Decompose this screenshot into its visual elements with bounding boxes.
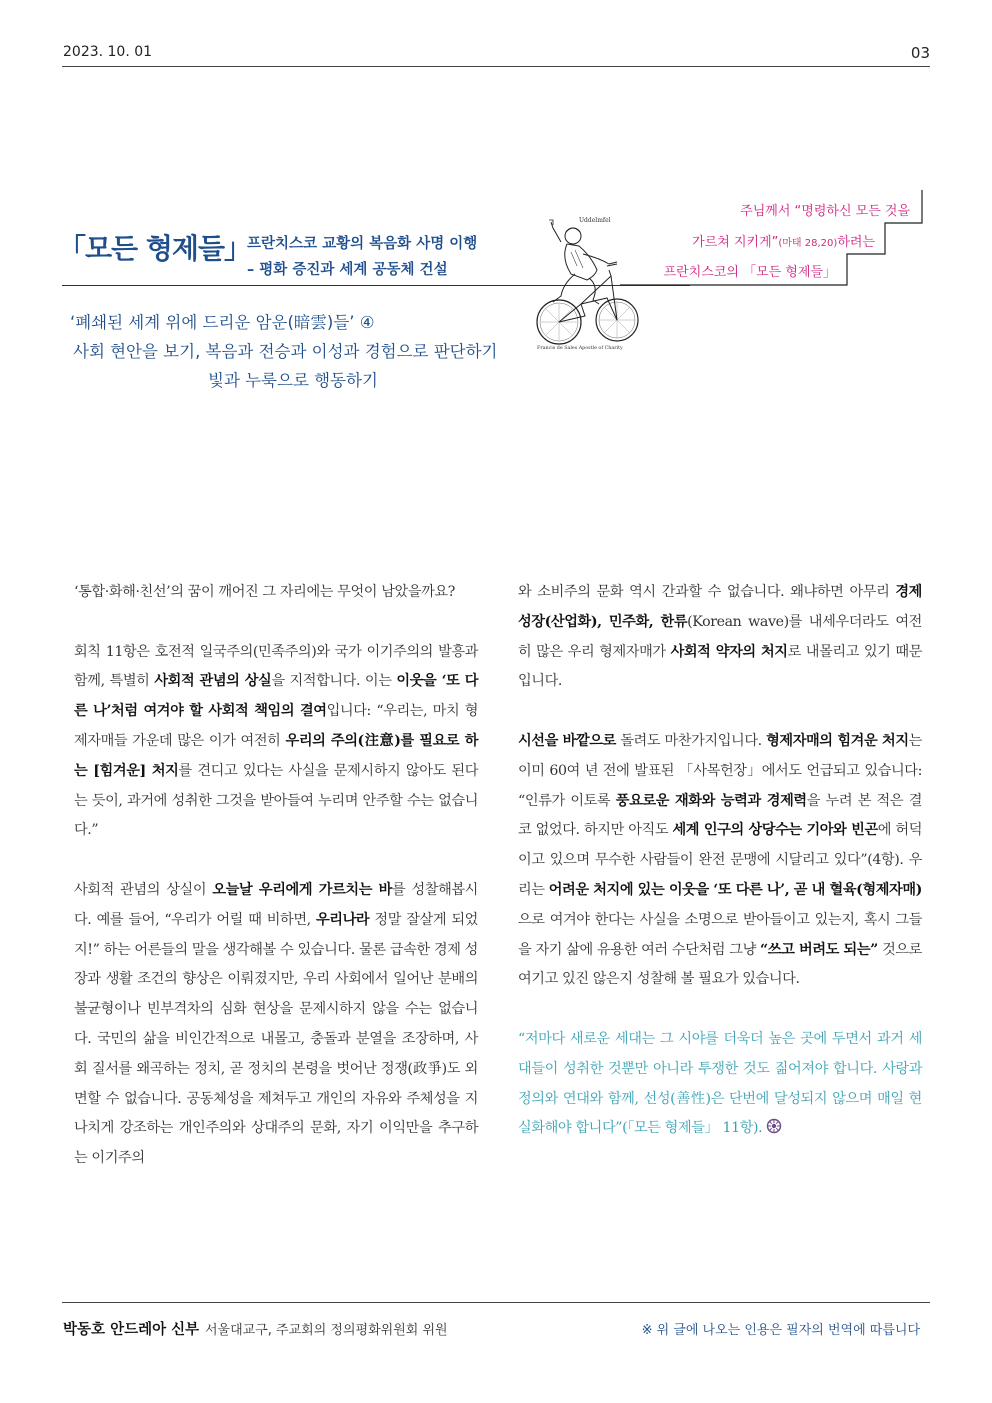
left-paragraph-2: 회칙 11항은 호전적 일국주의(민족주의)와 국가 이기주의의 발흥과 함께, 특별히 사회적 관념의 상실을 지적합니다. 이는 이웃을 ‘또 다른 나’처럼 여겨야 할 사회적 책임의 결여입니다: “우리는, 마치 형제자매들 가운데 많은 이가 여전히 우리의 주의(注意)를 필요로 하는 [힘겨운] 처지를 견디고 있다는 사실을 문제시하지 않아도 된다는 듯이, 과거에 성취한 그것을 받아들여 누리며 안주할 수는 없습니다.” (74, 643, 479, 839)
article-title-line3: 빛과 누룩으로 행동하기 (208, 371, 378, 390)
footer-divider (62, 1302, 930, 1303)
quote-line1: 주님께서 “명령하신 모든 것을 (740, 204, 910, 219)
translation-note: ※ 위 글에 나오는 인용은 필자의 번역에 따릅니다 (641, 1323, 920, 1338)
author-name: 박동호 안드레아 신부 (63, 1322, 200, 1338)
article-title-line2: 사회 현안을 보기, 복음과 전승과 이성과 경험으로 판단하기 (73, 342, 498, 361)
header-divider (62, 66, 930, 67)
scripture-quote-box (600, 190, 930, 290)
flower-end-mark-icon (766, 1118, 782, 1134)
issue-date: 2023. 10. 01 (63, 44, 153, 60)
illustration-caption-top: Uddelmfel (579, 217, 611, 224)
left-paragraph-1: ‘통합·화해·친선’의 꿈이 깨어진 그 자리에는 무엇이 남았을까요? (74, 584, 455, 600)
article-left-column (74, 578, 478, 1204)
article-right-column (518, 578, 922, 1174)
series-title: 「모든 형제들」 (58, 232, 251, 265)
series-subtitle-line1: 프란치스코 교황의 복음화 사명 이행 (247, 236, 478, 252)
article-title-line1: ‘폐쇄된 세계 위에 드리운 암운(暗雲)들’ ④ (70, 313, 375, 332)
bicycle-rider-icon (535, 208, 640, 360)
page-number: 03 (910, 44, 930, 62)
right-paragraph-1: 와 소비주의 문화 역시 간과할 수 없습니다. 왜냐하면 아무리 경제 성장(산업화), 민주화, 한류(Korean wave)를 내세우더라도 여전히 많은 우리 형제자매가 사회적 약자의 처지로 내몰리고 있기 때문입니다. (518, 584, 922, 690)
series-subtitle-line2: – 평화 증진과 세계 공동체 건설 (247, 262, 448, 278)
quote-line3: 프란치스코의 「모든 형제들」 (663, 265, 836, 280)
right-paragraph-2: 시선을 바깥으로 돌려도 마찬가지입니다. 형제자매의 힘겨운 처지는 이미 60여 년 전에 발표된 「사목헌장」에서도 언급되고 있습니다: “인류가 이토록 풍요로운 재화와 능력과 경제력을 누려 본 적은 결코 없었다. 하지만 아직도 세계 인구의 상당수는 기아와 빈곤에 허덕이고 있으며 무수한 사람들이 완전 문맹에 시달리고 있다”(4항). 우리는 어려운 처지에 있는 이웃을 ‘또 다른 나’, 곧 내 혈육(형제자매)으로 여겨야 한다는 사실을 소명으로 받아들이고 있는지, 혹시 그들을 자기 삶에 유용한 여러 수단처럼 그냥 “쓰고 버려도 되는” 것으로 여기고 있진 않은지 성찰해 볼 필요가 있습니다. (518, 732, 923, 988)
closing-encyclical-quote: “저마다 새로운 세대는 그 시야를 더욱더 높은 곳에 두면서 과거 세대들이 성취한 것뿐만 아니라 투쟁한 것도 짊어져야 합니다. 사랑과 정의와 연대와 함께, 선성(善性)은 단번에 달성되지 않으며 매일 현실화해야 합니다”(「모든 형제들」 11항). (518, 1030, 922, 1137)
quote-line2-ref: (마태 28,20) (778, 238, 838, 249)
illustration-caption-bottom: Francis de Sales Apostle of Charity (537, 346, 623, 351)
quote-line2-main: 가르쳐 지키게” (692, 235, 779, 250)
quote-line2-end: 하려는 (837, 235, 875, 250)
left-paragraph-3: 사회적 관념의 상실이 오늘날 우리에게 가르치는 바를 성찰해봅시다. 예를 들어, “우리가 어릴 때 비하면, 우리나라 정말 잘살게 되었지!” 하는 어른들의 말을 생각해볼 수 있습니다. 물론 급속한 경제 성장과 생활 조건의 향상은 이뤄졌지만, 우리 사회에서 일어난 분배의 불균형이나 빈부격차의 심화 현상을 문제시하지 않을 수는 없습니다. 국민의 삶을 비인간적으로 내몰고, 충돌과 분열을 조장하며, 사회 질서를 왜곡하는 정치, 곧 정치의 본령을 벗어난 정쟁(政爭)도 외면할 수 없습니다. 공동체성을 제쳐두고 개인의 자유와 주체성을 지나치게 강조하는 개인주의와 상대주의 문화, 자기 이익만을 추구하는 이기주의 (74, 881, 478, 1167)
quote-line2 (692, 231, 875, 250)
bicycle-rider-illustration (535, 208, 640, 360)
author-role: 서울대교구, 주교회의 정의평화위원회 위원 (205, 1323, 448, 1338)
